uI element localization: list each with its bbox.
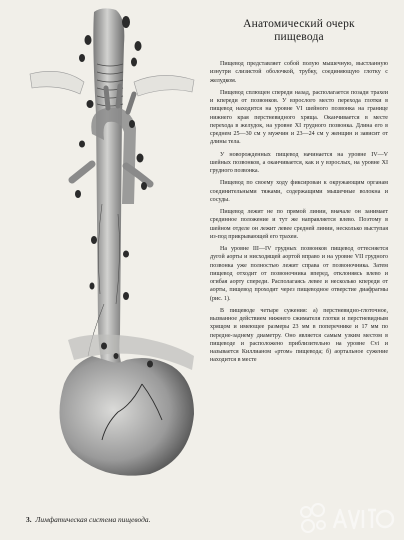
page-title xyxy=(210,18,388,43)
page-title-line-2: пищевода xyxy=(274,30,324,43)
article-text-column xyxy=(210,18,388,369)
paragraph-2: Пищевод сплющен спереди назад, располагается позади трахеи и кпереди от позвонков. У взрослого место перехода глотки в пищевод находится на уровне VI шейного позвонка на границе нижнего края перстневидного хряща. Оканчивается в месте перехода в желудок, на уровне XI грудного позвонка. Длина его в среднем 25—30 см у мужчин и 23—24 см у женщин и зависит от длины тела. xyxy=(210,89,388,146)
paragraph-7: В пищеводе четыре сужения: а) перстневидно-глоточное, вызванное действием нижнего сжимателя глотки и перстневидным хрящом и имеющее размеры 23 мм в поперечнике и 17 мм по передне-заднему диаметру. Оно является самым узким местом в пищеводе и расположено приблизительно на уровне Cvi и называется Киллианом «ртом» пищевода; б) аортальное сужение находится в месте xyxy=(210,307,388,364)
esophagus-lymph-illustration xyxy=(22,4,198,512)
marketplace-watermark-logo xyxy=(296,500,396,536)
paragraph-3: У новорожденных пищевод начинается на уровне IV—V шейных позвонков, а оканчивается, как и у взрослых, на уровне XI грудного позвонка. xyxy=(210,151,388,174)
paragraph-1: Пищевод представляет собой полую мышечную, выстланную изнутри слизистой оболочкой, трубку, соединяющую глотку с желудком. xyxy=(210,61,388,84)
page-title-line-1: Анатомический очерк xyxy=(243,18,355,30)
paragraph-6: На уровне III—IV грудных позвонков пищевод оттесняется дугой аорты и нисходящей аортой вправо и на уровне VII грудного позвонка уже полностью лежит справа от позвоночника. Затем пищевод отходит от позвоночника вперед, отклоняясь влево и огибая аорту спереди. Располагаясь левее и несколько кпереди от аорты, пищевод проходит через пищеводное отверстие диафрагмы (рис. 1). xyxy=(210,246,388,302)
figure-caption-text: Лимфатическая система пищевода. xyxy=(35,515,151,524)
paragraph-4: Пищевод по своему ходу фиксирован к окружающим органам соединительными тяжами, содержащими мышечные волокна и сосуды. xyxy=(210,180,388,203)
figure-number: 3. xyxy=(26,515,32,524)
paragraph-5: Пищевод лежит не по прямой линии, вначале он занимает срединное положение и тут же направляется влево. Поэтому в шейном отделе он лежит левее средней линии, несколько выступая из-под прикрывающей его трахеи. xyxy=(210,209,388,240)
figure-caption xyxy=(26,515,196,524)
